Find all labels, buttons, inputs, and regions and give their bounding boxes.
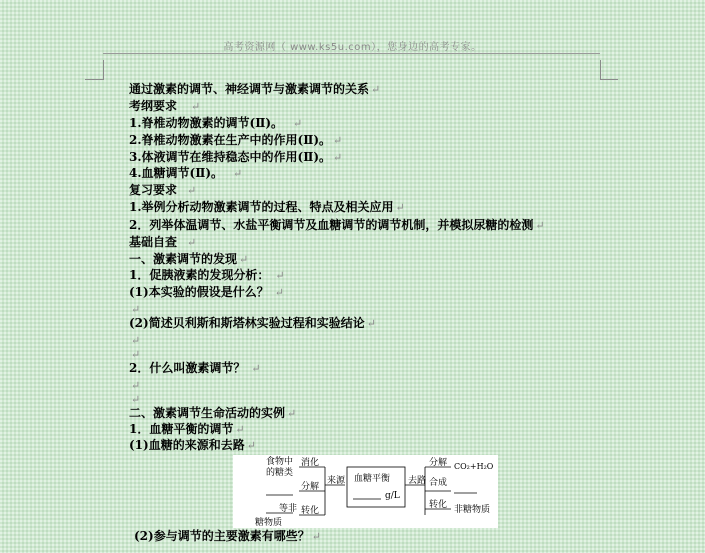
label-equal: 等非 bbox=[279, 504, 298, 514]
blood-sugar-diagram-svg bbox=[233, 455, 498, 528]
doc-line: 2.脊椎动物激素在生产中的作用(Ⅱ)。 ↵ bbox=[129, 133, 343, 147]
header-rule bbox=[103, 53, 600, 54]
paragraph-mark-icon: ↵ bbox=[251, 362, 261, 375]
doc-line: 4.血糖调节(Ⅱ)。 ↵ bbox=[129, 166, 243, 180]
doc-line: 1.举例分析动物激素调节的过程、特点及相关应用 ↵ bbox=[129, 200, 405, 214]
paragraph-mark-icon: ↵ bbox=[366, 317, 376, 330]
margin-corner-top-right-vertical bbox=[600, 60, 601, 80]
doc-line-question-2: (2)参与调节的主要激素有哪些？ ↵ bbox=[134, 529, 321, 543]
paragraph-mark-icon: ↵ bbox=[233, 167, 243, 180]
paragraph-mark-icon: ↵ bbox=[333, 134, 343, 147]
margin-corner-top-left-vertical bbox=[103, 60, 104, 80]
paragraph-mark-icon: ↵ bbox=[274, 286, 284, 299]
paragraph-mark-icon: ↵ bbox=[191, 100, 201, 113]
doc-line: 通过激素的调节、神经调节与激素调节的关系 ↵ bbox=[129, 82, 381, 96]
paragraph-mark-icon: ↵ bbox=[293, 117, 303, 130]
doc-line: 1．血糖平衡的调节 ↵ bbox=[129, 422, 245, 436]
header-text: 高考资源网（ www.ks5u.com），您身边的高考专家。 bbox=[223, 42, 482, 53]
label-sugar-matter: 糖物质 bbox=[255, 518, 283, 528]
paragraph-mark-icon: ↵ bbox=[131, 393, 141, 406]
paragraph-mark-icon: ↵ bbox=[246, 439, 256, 452]
label-decompose-right: 分解 bbox=[429, 458, 448, 468]
doc-line: 二、激素调节生命活动的实例 ↵ bbox=[129, 406, 297, 420]
margin-corner-top-left-horizontal bbox=[85, 79, 103, 80]
label-convert-left: 转化 bbox=[301, 506, 320, 516]
doc-line bbox=[129, 347, 140, 361]
paragraph-mark-icon: ↵ bbox=[395, 201, 405, 214]
doc-line: 一、激素调节的发现 ↵ bbox=[129, 252, 249, 266]
blood-sugar-box bbox=[347, 467, 405, 507]
doc-line: 3.体液调节在维持稳态中的作用(Ⅱ)。 ↵ bbox=[129, 150, 343, 164]
label-non-sugar-matter: 非糖物质 bbox=[454, 505, 491, 515]
margin-corner-top-right-horizontal bbox=[600, 79, 618, 80]
paragraph-mark-icon: ↵ bbox=[131, 379, 141, 392]
paragraph-mark-icon: ↵ bbox=[311, 530, 321, 543]
doc-line bbox=[129, 333, 140, 347]
paragraph-mark-icon: ↵ bbox=[275, 269, 285, 282]
paragraph-mark-icon: ↵ bbox=[287, 407, 297, 420]
doc-line: 1.脊椎动物激素的调节(Ⅱ)。 ↵ bbox=[129, 116, 303, 130]
label-destination: 去路 bbox=[408, 476, 427, 486]
paragraph-mark-icon: ↵ bbox=[239, 253, 249, 266]
label-food-sugar-2: 的糖类 bbox=[266, 468, 294, 478]
doc-line: (2)简述贝利斯和斯塔林实验过程和实验结论 ↵ bbox=[129, 316, 376, 330]
paragraph-mark-icon: ↵ bbox=[131, 303, 141, 316]
label-co2-h2o: CO₂+H₂O bbox=[454, 462, 494, 471]
label-food-sugar-1: 食物中 bbox=[266, 457, 294, 467]
doc-line: 1．促胰液素的发现分析： ↵ bbox=[129, 268, 285, 282]
paragraph-mark-icon: ↵ bbox=[187, 236, 197, 249]
paragraph-mark-icon: ↵ bbox=[187, 184, 197, 197]
doc-line bbox=[129, 302, 140, 316]
paragraph-mark-icon: ↵ bbox=[333, 151, 343, 164]
paragraph-mark-icon: ↵ bbox=[131, 334, 141, 347]
doc-line: 2．列举体温调节、水盐平衡调节及血糖调节的调节机制，并模拟尿糖的检测 ↵ bbox=[129, 218, 545, 232]
paragraph-mark-icon: ↵ bbox=[535, 219, 545, 232]
label-source: 来源 bbox=[327, 476, 346, 486]
paragraph-mark-icon: ↵ bbox=[131, 348, 141, 361]
paragraph-mark-icon: ↵ bbox=[371, 83, 381, 96]
paragraph-mark-icon: ↵ bbox=[235, 423, 245, 436]
doc-line: (1)本实验的假设是什么？ ↵ bbox=[129, 285, 284, 299]
label-digest: 消化 bbox=[301, 458, 320, 468]
label-decompose-left: 分解 bbox=[301, 482, 320, 492]
doc-line: 考纲要求 ↵ bbox=[129, 99, 201, 113]
doc-line bbox=[129, 392, 140, 406]
doc-line: 基础自查 ↵ bbox=[129, 235, 197, 249]
doc-line bbox=[129, 378, 140, 392]
doc-line: 复习要求 ↵ bbox=[129, 183, 197, 197]
label-convert-right: 转化 bbox=[429, 500, 448, 510]
label-synthesis: 合成 bbox=[429, 478, 448, 488]
doc-line: 2．什么叫激素调节？ ↵ bbox=[129, 361, 261, 375]
doc-line: (1)血糖的来源和去路 ↵ bbox=[129, 438, 256, 452]
blood-sugar-diagram bbox=[233, 455, 498, 528]
label-unit: g/L bbox=[385, 491, 400, 501]
label-blood-sugar-balance: 血糖平衡 bbox=[354, 474, 391, 484]
